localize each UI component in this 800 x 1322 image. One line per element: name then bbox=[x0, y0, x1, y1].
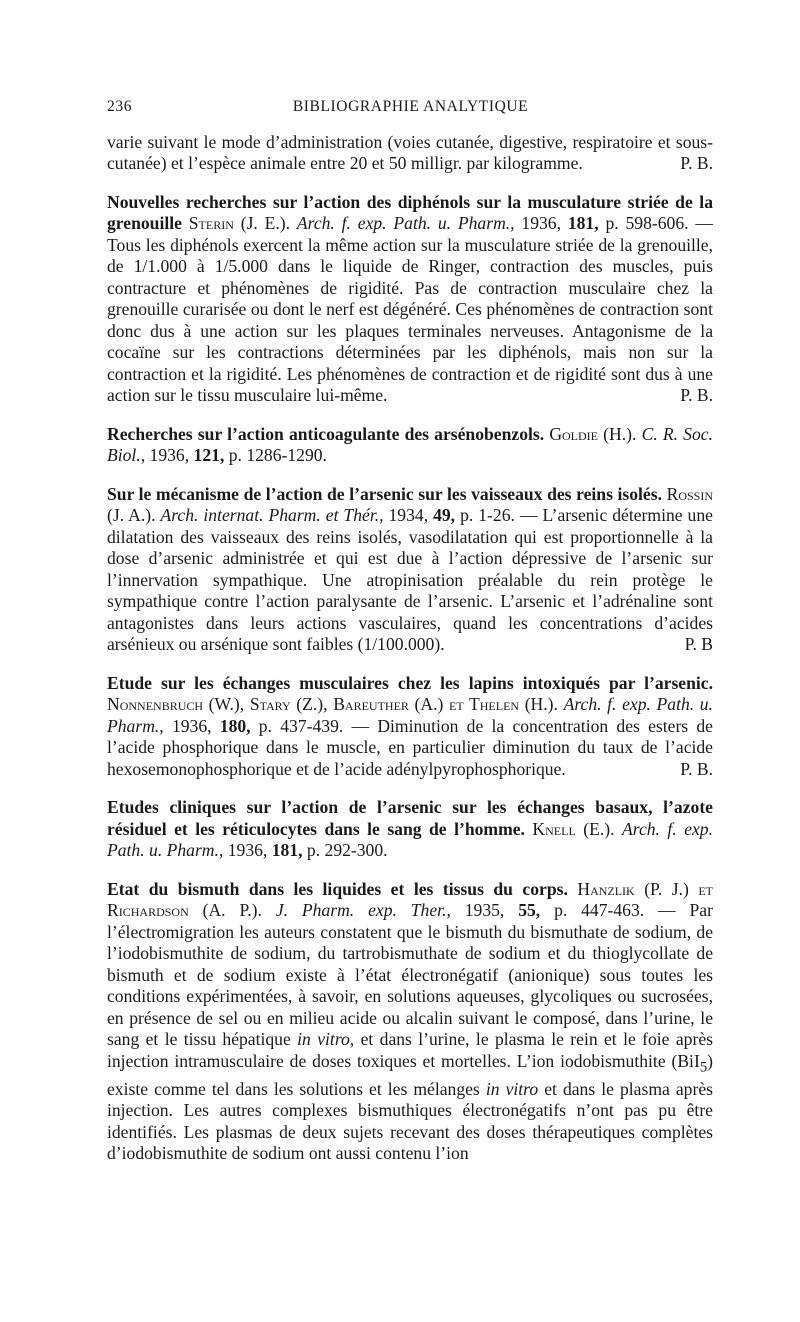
subscript: 5 bbox=[699, 1059, 708, 1076]
running-header bbox=[107, 96, 713, 118]
entry-year: 1935, bbox=[464, 900, 505, 920]
entry-title: Nouvelles recherches sur l’action des diphénols sur la musculature striée de la grenouille bbox=[107, 191, 713, 233]
entry-bismuth bbox=[107, 879, 713, 1165]
reviewer-initials: P. B bbox=[684, 634, 713, 654]
entry-journal: Arch. f. exp. Path. u. Pharm., bbox=[107, 818, 714, 860]
entry-title: Etat du bismuth dans les liquides et les tissus du corps. bbox=[107, 878, 568, 899]
entry-abstract: — Diminution de la concentration des esters de l’acide phosphorique dans le muscle, en particulier diminution du taux de l’acide hexosemonophosphorique et de l’acide adénylpyrophosphorique. bbox=[107, 715, 713, 779]
entry-abstract-cont: et dans l’urine, le plasma le rein et le foie après injection intramusculaire de doses toxiques et mortelles. L’ion iodobismuthite (BiI bbox=[107, 1029, 713, 1071]
entry-year: 1936, bbox=[521, 213, 561, 233]
entry-diphenols bbox=[107, 192, 713, 407]
reviewer-initials: P. B. bbox=[680, 385, 713, 405]
entry-author: Sterin (J. E.). bbox=[188, 213, 291, 233]
reviewer-initials: P. B. bbox=[680, 153, 713, 173]
entry-author: Nonnenbruch (W.), Stary (Z.), Bareuther (A.) et Thelen (H.). bbox=[107, 694, 558, 714]
entry-author: Knell (E.). bbox=[532, 818, 615, 839]
entry-abstract: — Par l’électromigration les auteurs constatent que le bismuth du bismuthate de sodium, de l’iodobismuthite de sodium, du tartrobismuthate de sodium et du thioglycollate de bismuth et de sodium existe à l’état électronégatif (anionique) sous toutes les conditions expérimentées, à savoir, en solutions aqueuses, glycoliques ou sucrosées, en présence de sel ou en milieu acide ou alcalin suivant le composé, dans l’urine, le sang et le tissu hépatique bbox=[107, 900, 713, 1049]
entry-volume: 181, bbox=[567, 213, 599, 233]
entry-year: 1936, bbox=[149, 445, 190, 465]
entry-title: Etude sur les échanges musculaires chez les lapins intoxiqués par l’arsenic. bbox=[107, 672, 713, 693]
entry-abstract: — L’arsenic détermine une dilatation des vaisseaux des reins isolés, vasodilatation qui est proportionnelle à la dose d’arsenic administrée et qui est due à l’action dépressive de l’arsenic sur l’innervation sympathique. Une atropinisation préalable du rein protège le sympathique contre l’action paralysante de l’arsenic. L’arsenic et l’adrénaline sont antagonistes dans leurs actions vasculaires, quand les concentrations d’acides arsénieux ou arsénique sont faibles (1/100.000). bbox=[107, 505, 713, 654]
entry-title: Recherches sur l’action anticoagulante des arsénobenzols. bbox=[107, 423, 545, 444]
entry-journal: C. R. Soc. Biol., bbox=[107, 423, 713, 465]
entry-journal: Arch. f. exp. Path. u. Pharm., bbox=[296, 213, 515, 233]
document-page bbox=[107, 96, 713, 1182]
entry-clinical-studies bbox=[107, 797, 713, 862]
entry-pages: p. 1-26. bbox=[460, 505, 515, 525]
entry-title: Etudes cliniques sur l’action de l’arsenic sur les échanges basaux, l’azote résiduel et les réticulocytes dans le sang de l’homme. bbox=[107, 797, 713, 839]
entry-journal: Arch. f. exp. Path. u. Pharm., bbox=[107, 694, 713, 736]
entry-author: Rossin (J. A.). bbox=[107, 483, 713, 525]
entry-year: 1934, bbox=[388, 505, 429, 525]
entry-volume: 49, bbox=[433, 505, 456, 525]
entry-pages: p. 292-300. bbox=[306, 840, 388, 860]
entry-journal: Arch. internat. Pharm. et Thér., bbox=[160, 505, 384, 525]
page-number: 236 bbox=[107, 98, 133, 115]
entry-volume: 121, bbox=[193, 445, 225, 465]
entry-volume: 180, bbox=[219, 715, 251, 736]
entry-arsenic-kidneys bbox=[107, 484, 713, 656]
entry-title: Sur le mécanisme de l’action de l’arsenic sur les vaisseaux des reins isolés. bbox=[107, 483, 662, 504]
entry-arsenobenzols bbox=[107, 424, 713, 467]
entry-abstract-cont: ) existe comme tel dans les solutions et les mélanges bbox=[107, 1050, 713, 1099]
entry-abstract-cont: et dans le plasma après injection. Les autres complexes bismuthiques électronégatifs n’ont pas pu être identifiés. Les plasmas de deux sujets recevant des doses thérapeutiques complètes d’iodobismuthite de sodium ont aussi contenu l’ion bbox=[107, 1078, 713, 1164]
entry-text: varie suivant le mode d’administration (voies cutanée, digestive, respiratoire et sous-cutanée) et l’espèce animale entre 20 et 50 milligr. par kilogramme. bbox=[107, 131, 713, 173]
in-vitro-term: in vitro bbox=[485, 1078, 539, 1099]
entry-journal: J. Pharm. exp. Ther., bbox=[275, 900, 451, 920]
entry-muscle-exchanges bbox=[107, 673, 713, 781]
running-title: BIBLIOGRAPHIE ANALYTIQUE bbox=[292, 98, 529, 115]
entry-pages: p. 1286-1290. bbox=[228, 445, 327, 465]
entry-year: 1936, bbox=[171, 715, 212, 736]
entry-abstract: — Tous les diphénols exercent la même action sur la musculature striée de la grenouille, de 1/1.000 à 1/5.000 dans le liquide de Ringer, contraction des muscles, puis contracture et phénomènes de rigidité. Pas de contraction musculaire chez la grenouille curarisée ou dont le nerf est dégénéré. Ces phénomènes de contraction sont donc dus à une action sur les plaques terminales nerveuses. Antagonisme de la cocaïne sur les contractions déterminées par les diphénols, mais non sur la contraction et la rigidité. Les phénomènes de contraction et de rigidité sont dus à une action sur le tissu musculaire lui-même. bbox=[107, 213, 713, 405]
entry-year: 1936, bbox=[227, 840, 268, 860]
entry-pages: p. 447-463. bbox=[554, 900, 645, 920]
reviewer-initials: P. B. bbox=[680, 758, 713, 779]
entry-author: Hanzlik (P. J.) et Richardson (A. P.). bbox=[107, 878, 713, 920]
in-vitro-term: in vitro, bbox=[297, 1029, 355, 1049]
entry-author: Goldie (H.). bbox=[549, 423, 637, 444]
entry-volume: 181, bbox=[271, 840, 303, 860]
entry-pages: p. 598-606. bbox=[605, 213, 689, 233]
entry-pages: p. 437-439. bbox=[258, 715, 344, 736]
entry-volume: 55, bbox=[518, 900, 541, 920]
entry-continuation bbox=[107, 132, 713, 175]
